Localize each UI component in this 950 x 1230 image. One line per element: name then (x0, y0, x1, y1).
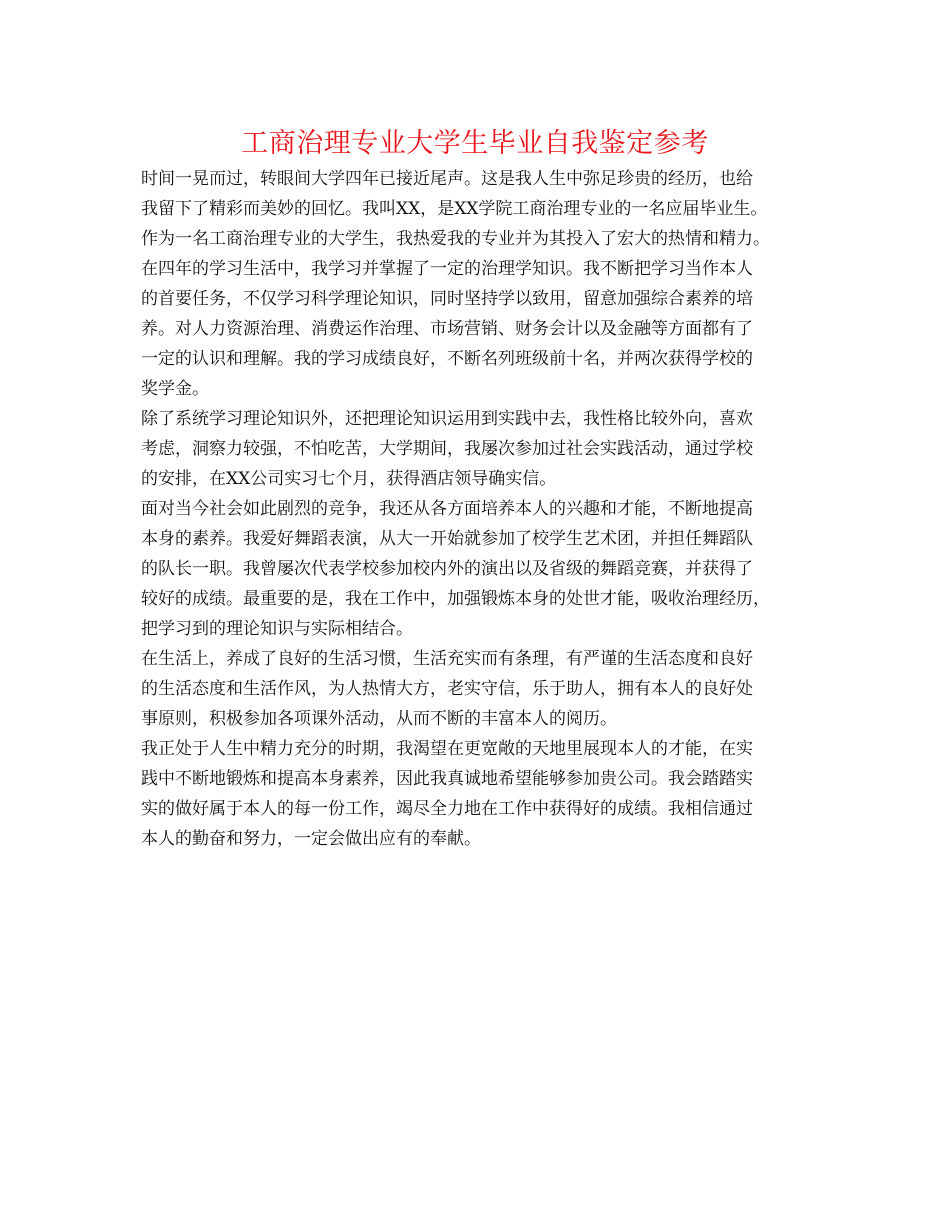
body-line: 在生活上，养成了良好的生活习惯，生活充实而有条理，有严谨的生活态度和良好 (141, 649, 753, 669)
body-line: 奖学金。 (141, 379, 209, 399)
body-line: 一定的认识和理解。我的学习成绩良好，不断名列班级前十名，并两次获得学校的 (141, 349, 753, 369)
body-line: 较好的成绩。最重要的是，我在工作中，加强锻炼本身的处世才能，吸收治理经历， (141, 589, 770, 609)
body-line: 的队长一职。我曾屡次代表学校参加校内外的演出以及省级的舞蹈竞赛，并获得了 (141, 559, 753, 579)
body-line: 我留下了精彩而美妙的回忆。我叫XX，是XX学院工商治理专业的一名应届毕业生。 (141, 199, 768, 219)
body-line: 践中不断地锻炼和提高本身素养，因此我真诚地希望能够参加贵公司。我会踏踏实 (141, 769, 753, 789)
body-line: 面对当今社会如此剧烈的竞争，我还从各方面培养本人的兴趣和才能，不断地提高 (141, 499, 753, 519)
body-line: 的首要任务，不仅学习科学理论知识，同时坚持学以致用，留意加强综合素养的培 (141, 289, 753, 309)
body-line: 除了系统学习理论知识外，还把理论知识运用到实践中去，我性格比较外向，喜欢 (141, 409, 753, 429)
body-line: 本身的素养。我爱好舞蹈表演，从大一开始就参加了校学生艺术团，并担任舞蹈队 (141, 529, 753, 549)
body-line: 事原则，积极参加各项课外活动，从而不断的丰富本人的阅历。 (141, 709, 617, 729)
body-line: 的生活态度和生活作风，为人热情大方，老实守信，乐于助人，拥有本人的良好处 (141, 679, 753, 699)
document-title: 工商治理专业大学生毕业自我鉴定参考 (241, 128, 709, 159)
body-line: 在四年的学习生活中，我学习并掌握了一定的治理学知识。我不断把学习当作本人 (141, 259, 753, 279)
body-line: 养。对人力资源治理、消费运作治理、市场营销、财务会计以及金融等方面都有了 (141, 319, 753, 339)
body-line: 我正处于人生中精力充分的时期，我渴望在更宽敞的天地里展现本人的才能，在实 (141, 739, 753, 759)
body-line: 作为一名工商治理专业的大学生，我热爱我的专业并为其投入了宏大的热情和精力。 (141, 229, 770, 249)
body-line: 本人的勤奋和努力，一定会做出应有的奉献。 (141, 829, 481, 849)
body-line: 把学习到的理论知识与实际相结合。 (141, 619, 413, 639)
document-body (141, 164, 821, 854)
body-line: 实的做好属于本人的每一份工作，竭尽全力地在工作中获得好的成绩。我相信通过 (141, 799, 753, 819)
body-line: 时间一晃而过，转眼间大学四年已接近尾声。这是我人生中弥足珍贵的经历，也给 (141, 169, 753, 189)
body-line: 考虑，洞察力较强，不怕吃苦，大学期间，我屡次参加过社会实践活动，通过学校 (141, 439, 753, 459)
body-line: 的安排，在XX公司实习七个月，获得酒店领导确实信。 (141, 469, 557, 489)
